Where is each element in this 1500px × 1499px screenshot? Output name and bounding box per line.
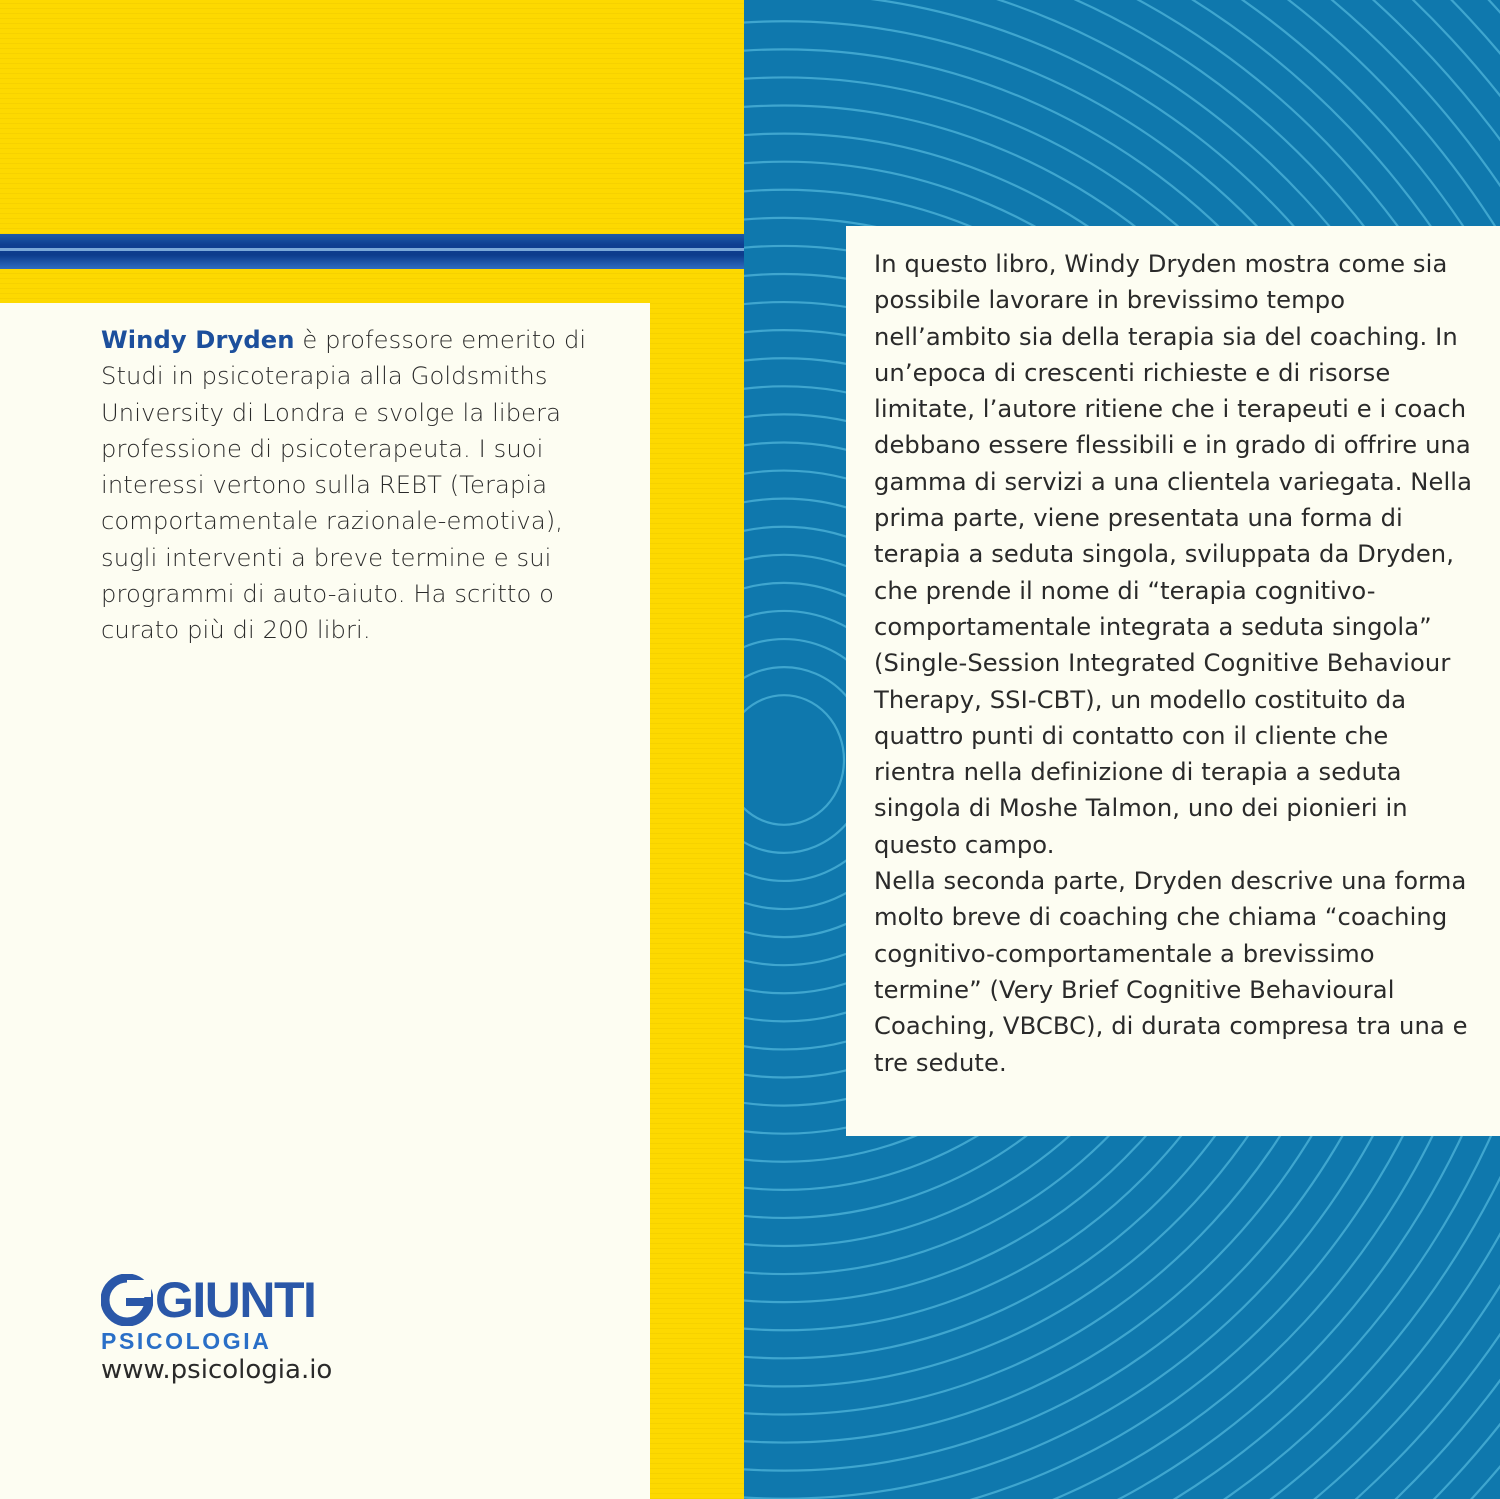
description-paragraph-1: In questo libro, Windy Dryden mostra come sia possibile lavorare in brevissimo tempo nell’ambito sia della terapia sia del coaching. In un’epoca di crescenti richieste e di risorse limitate, l’autore ritiene che i terapeuti e i coach debbano essere flessibili e in grado di offrire una gamma di servizi a una clientela variegata. Nella prima parte, viene presentata una forma di terapia a seduta singola, sviluppata da Dryden, che prende il nome di “terapia cognitivo-comportamentale integrata a seduta singola” (Single-Session Integrated Cognitive Behaviour Therapy, SSI-CBT), un modello costituito da quattro punti di contatto con il cliente che rientra nella definizione di terapia a seduta singola di Moshe Talmon, uno dei pionieri in questo campo. bbox=[874, 250, 1473, 859]
author-bio bbox=[101, 322, 626, 649]
blue-stripe-band bbox=[0, 234, 744, 269]
pattern-arc bbox=[744, 695, 844, 825]
logo-subtitle: PSICOLOGIA bbox=[101, 1328, 272, 1354]
author-bio-text: è professore emerito di Studi in psicoterapia alla Goldsmiths University di Londra e svolge la libera professione di psicoterapeuta. I suoi interessi vertono sulla REBT (Terapia comportamentale razionale-emotiva), sugli interventi a breve termine e sui programmi di auto-aiuto. Ha scritto o curato più di 200 libri. bbox=[101, 326, 587, 645]
description-paragraph-2: Nella seconda parte, Dryden descrive una forma molto breve di coaching che chiama “coaching cognitivo-comportamentale a brevissimo termine” (Very Brief Cognitive Behavioural Coaching, VBCBC), di durata compresa tra una e tre sedute. bbox=[874, 867, 1468, 1077]
book-description bbox=[874, 246, 1474, 1081]
giunti-g-icon bbox=[101, 1274, 153, 1326]
publisher-logo bbox=[101, 1272, 361, 1354]
logo-wordmark: GIUNTI bbox=[155, 1272, 316, 1328]
author-name: Windy Dryden bbox=[101, 326, 295, 354]
publisher-website: www.psicologia.io bbox=[101, 1355, 333, 1385]
